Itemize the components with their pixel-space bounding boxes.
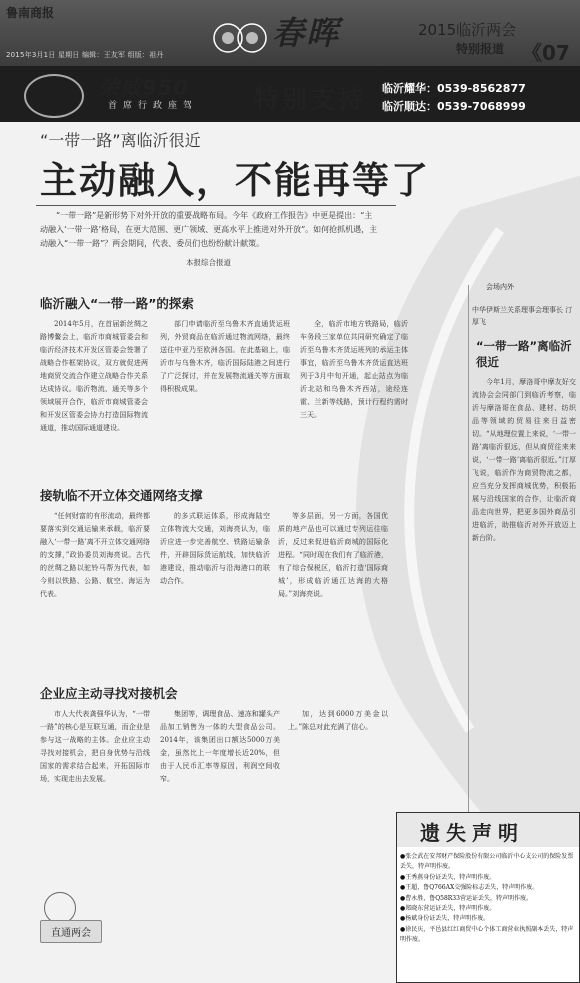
section-column: 等多层面，另一方面，各国优质的地产品也可以通过专列运往临沂，反过来促进临沂商城的国际化进程。“同时现在我们有了临沂港，有了综合保税区，临沂打造‘国际商城’，形成临沂通江达海的大格局。”刘海亮说。 bbox=[278, 512, 388, 598]
notice-item: ●郑晓东营运证丢失，特声明作废。 bbox=[400, 905, 496, 913]
section-title: 接轨临不开立体交通网络支撑 bbox=[40, 488, 203, 503]
section-column: 加，达到6000万美金以上。”陈总对此充满了信心。 bbox=[288, 710, 388, 731]
notice-title: 遗失声明 bbox=[420, 821, 524, 845]
section-column: 2014年5月，在首届新丝绸之路博鳌会上，临沂市商城管委会和临沂经济技术开发区管委会签署了战略合作框架协议，双方就促进两地商贸交流合作建立战略合作关系达成协议。临沂物流、通关等多个领域展开合作，临沂市商城管委会和开发区管委会协力打造国际物流通道，推动国际通道建设。 bbox=[40, 320, 148, 432]
section-column: 集团等，调理食品、速冻和罐头产品加工销售为一体的大型食品公司。2014年，该集团出口额达5000万美金，虽然比上一年度增长近20%，但由于人民币汇率等原因，利润空间收窄。 bbox=[160, 710, 280, 783]
phone-line: 临沂顺达：0539-7068999 bbox=[382, 100, 526, 113]
section-column: “任何财富的有形流动，最终都要落实到交通运输来承载，临沂要融入‘一带一路’离不开立体交通网络的支撑，”政协委员刘海亮说。古代的丝绸之路以驼铃马帮为代表，如今则以铁路、公路、航空、海运为代表。 bbox=[40, 512, 150, 598]
car-brand: 荣威950 bbox=[98, 76, 189, 100]
byline: 本报综合报道 bbox=[186, 258, 231, 267]
notice-item: ●杨斌身份证丢失，特声明作废。 bbox=[400, 915, 490, 923]
section-column: 市人大代表龚强华认为，“一带一路”的核心是互联互通，而企业是参与这一战略的主体。企业应主动寻找对接机会，把自身优势与沿线国家的需求结合起来，开拓国际市场，实现走出去发展。 bbox=[40, 710, 150, 783]
notice-list bbox=[400, 852, 576, 946]
headline: 主动融入，不能再等了 bbox=[40, 159, 430, 202]
divider bbox=[36, 205, 396, 206]
event-title: 2015临沂两会 bbox=[418, 21, 517, 39]
paper-name: 鲁南商报 bbox=[6, 6, 55, 20]
emblem-icon bbox=[212, 14, 268, 62]
notice-item: ●张会武在安邦财产保险股份有限公司临沂中心支公司的保险发票丢失，特声明作废。 bbox=[400, 853, 574, 871]
section-column: 全，临沂市地方铁路局，临沂车务段三家单位共同研究确定了临沂至乌鲁木齐货运班列的承运主体事宜，临沂至乌鲁木齐货运直达班列于3月中旬开通，起止站点为临沂北站和乌鲁木齐西站，途经连霍、兰新等线路，预计行程约需时三天。 bbox=[300, 320, 408, 419]
section-title: 企业应主动寻找对接机会 bbox=[40, 686, 178, 701]
notice-item: ●王超，鲁Q766AX交强险标志丢失，特声明作废。 bbox=[400, 884, 539, 892]
sidebar-body: 今年1月，摩洛哥中摩友好交流协会会同部门到临沂考察，临沂与摩洛哥在食品、建材、纺织品等领域的贸易往来日益密切。“从地理位置上来说，‘一带一路’离临沂很远，但从商贸往来来说，‘一带一路’离临沂很近。”汀厚飞说，临沂作为商贸物流之都，应当充分发挥商城优势，积极拓展与沿线国家的合作，让临沂商品走向世界，把更多国外商品引进临沂，助推临沂对外开放迈上新台阶。 bbox=[472, 378, 576, 542]
intro-paragraph: “一带一路”是新形势下对外开放的重要战略布局。今年《政府工作报告》中更是提出：“主动融入‘一带一路’格局，在更大范围、更广领域、更高水平上推进对外开放”。如何抢抓机遇，主动融入“一带一路”？两会期间，代表、委员们也纷纷献计献策。 bbox=[40, 211, 378, 248]
notice-item: ●曹永胜，鲁Q58R33营运证丢失，特声明作废。 bbox=[400, 894, 532, 902]
section-column: 部门申请临沂至乌鲁木齐直通货运班列，外贸商品在临沂通过物流网络，最终送往中亚乃至欧洲各国。在此基础上，临沂市与乌鲁木齐，临沂国际陆港之间进行了广泛探讨，并在发展物流通关等方面取得积极成果。 bbox=[160, 320, 290, 393]
phone-line: 临沂耀华：0539-8562877 bbox=[382, 82, 526, 95]
section-title: 临沂融入“一带一路”的探索 bbox=[40, 296, 194, 311]
section-column: 的多式联运体系，形成海陆空立体物流大交通，刘海亮认为，临沂应进一步完善航空、铁路运输条件，开辟国际货运航线，加快临沂港建设，推动临沂与沿海港口的联动合作。 bbox=[160, 512, 270, 585]
column-badge: 直通两会 bbox=[40, 920, 102, 943]
sidebar-title: “一带一路”离临沂很近 bbox=[476, 339, 572, 369]
sidebar-tag: 会场内外 bbox=[486, 283, 514, 291]
page-number: 《07 bbox=[522, 41, 570, 65]
dateline: 2015年3月1日 星期日 编辑：王友军 组版：祖丹 bbox=[6, 51, 164, 59]
kicker: “一带一路”离临沂很近 bbox=[40, 131, 201, 150]
sidebar-author: 中华伊斯兰关系理事会理事长 汀厚飞 bbox=[472, 306, 573, 326]
car-slogan: 首席行政座驾 bbox=[108, 101, 199, 111]
spring-title: 春晖 bbox=[272, 14, 341, 52]
car-logo-icon bbox=[24, 74, 84, 118]
event-subtitle: 特别报道 bbox=[456, 42, 505, 56]
notice-item: ●王秀燕身份证丢失，特声明作废。 bbox=[400, 873, 496, 881]
special-support: 特别支持 bbox=[254, 85, 367, 114]
notice-item: ●徐民庆，平邑县红红商贸中心个体工商营业执照副本丢失，特声明作废。 bbox=[400, 925, 574, 944]
